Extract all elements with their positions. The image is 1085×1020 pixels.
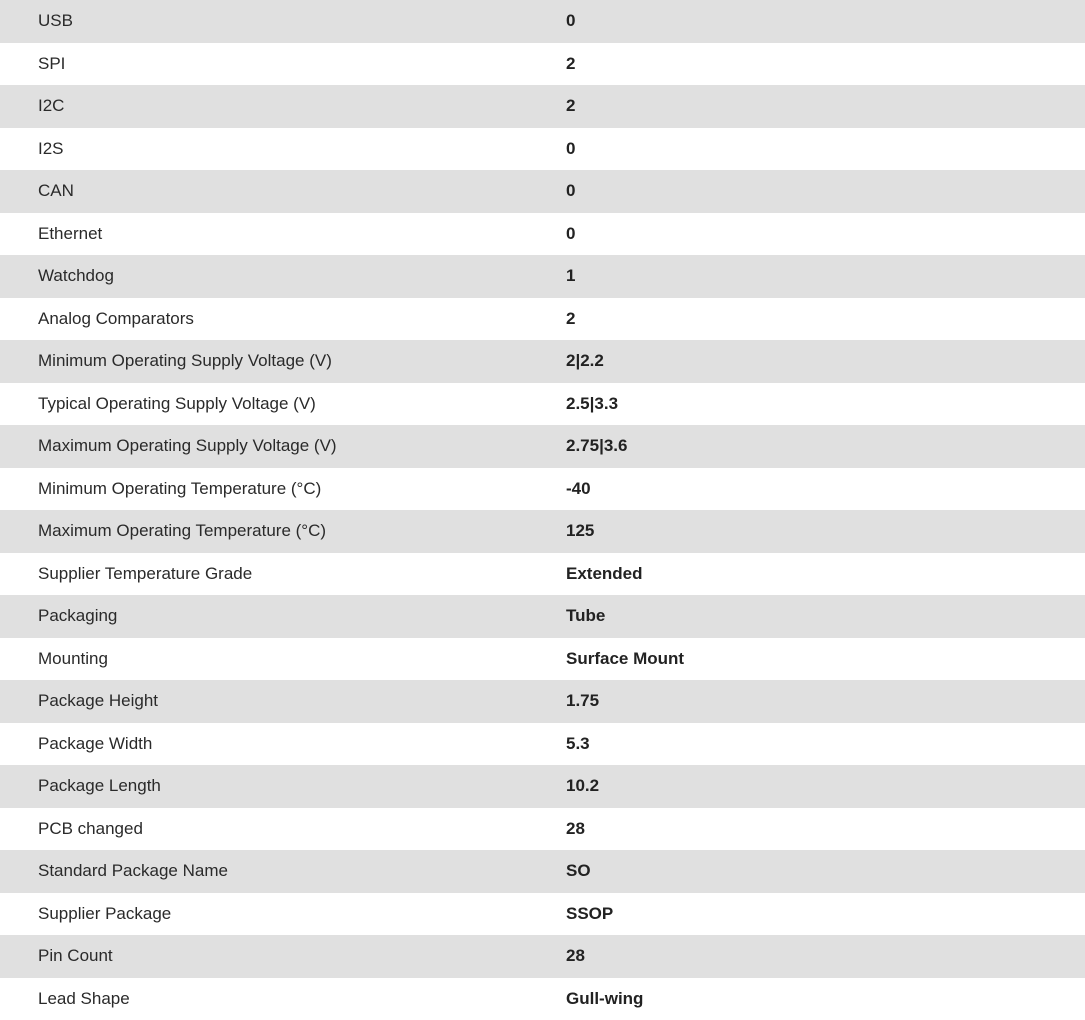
spec-label: Packaging (0, 595, 566, 638)
spec-label: Supplier Temperature Grade (0, 553, 566, 596)
spec-value: 10.2 (566, 765, 1085, 808)
spec-label: Package Width (0, 723, 566, 766)
spec-label: Watchdog (0, 255, 566, 298)
spec-row-analog-comparators (0, 298, 1085, 341)
spec-row-max-supply-voltage (0, 425, 1085, 468)
spec-row-can (0, 170, 1085, 213)
spec-value: 2.5|3.3 (566, 383, 1085, 426)
spec-label: Minimum Operating Supply Voltage (V) (0, 340, 566, 383)
spec-row-supplier-package (0, 893, 1085, 936)
spec-value: 2 (566, 298, 1085, 341)
spec-value: 28 (566, 808, 1085, 851)
spec-label: Maximum Operating Supply Voltage (V) (0, 425, 566, 468)
spec-row-lead-shape (0, 978, 1085, 1020)
spec-row-package-height (0, 680, 1085, 723)
spec-value: 1 (566, 255, 1085, 298)
spec-value: Extended (566, 553, 1085, 596)
spec-value: 28 (566, 935, 1085, 978)
spec-value: -40 (566, 468, 1085, 511)
spec-row-i2s (0, 128, 1085, 171)
spec-value: 5.3 (566, 723, 1085, 766)
spec-label: SPI (0, 43, 566, 86)
spec-value: SO (566, 850, 1085, 893)
spec-label: Minimum Operating Temperature (°C) (0, 468, 566, 511)
spec-row-watchdog (0, 255, 1085, 298)
spec-value: 2 (566, 85, 1085, 128)
spec-value: 0 (566, 170, 1085, 213)
spec-value: 0 (566, 213, 1085, 256)
spec-label: Package Length (0, 765, 566, 808)
spec-row-ethernet (0, 213, 1085, 256)
spec-label: Pin Count (0, 935, 566, 978)
spec-row-mounting (0, 638, 1085, 681)
spec-row-temperature-grade (0, 553, 1085, 596)
spec-row-pin-count (0, 935, 1085, 978)
spec-label: USB (0, 0, 566, 43)
spec-row-pcb-changed (0, 808, 1085, 851)
spec-value: 125 (566, 510, 1085, 553)
spec-label: Typical Operating Supply Voltage (V) (0, 383, 566, 426)
spec-label: I2C (0, 85, 566, 128)
spec-value: 0 (566, 0, 1085, 43)
spec-row-min-supply-voltage (0, 340, 1085, 383)
spec-row-min-temperature (0, 468, 1085, 511)
spec-value: Tube (566, 595, 1085, 638)
spec-value: 0 (566, 128, 1085, 171)
spec-row-package-width (0, 723, 1085, 766)
spec-row-max-temperature (0, 510, 1085, 553)
spec-value: 2 (566, 43, 1085, 86)
spec-value: 2.75|3.6 (566, 425, 1085, 468)
spec-row-package-length (0, 765, 1085, 808)
spec-row-usb (0, 0, 1085, 43)
spec-label: Analog Comparators (0, 298, 566, 341)
spec-value: SSOP (566, 893, 1085, 936)
spec-label: Maximum Operating Temperature (°C) (0, 510, 566, 553)
spec-value: 1.75 (566, 680, 1085, 723)
spec-label: CAN (0, 170, 566, 213)
spec-row-i2c (0, 85, 1085, 128)
spec-value: Gull-wing (566, 978, 1085, 1020)
spec-row-typ-supply-voltage (0, 383, 1085, 426)
spec-row-packaging (0, 595, 1085, 638)
spec-label: Ethernet (0, 213, 566, 256)
spec-label: Package Height (0, 680, 566, 723)
spec-label: PCB changed (0, 808, 566, 851)
spec-label: Standard Package Name (0, 850, 566, 893)
spec-label: Mounting (0, 638, 566, 681)
spec-label: Lead Shape (0, 978, 566, 1020)
spec-label: Supplier Package (0, 893, 566, 936)
spec-label: I2S (0, 128, 566, 171)
spec-value: 2|2.2 (566, 340, 1085, 383)
spec-row-standard-package-name (0, 850, 1085, 893)
spec-row-spi (0, 43, 1085, 86)
spec-value: Surface Mount (566, 638, 1085, 681)
